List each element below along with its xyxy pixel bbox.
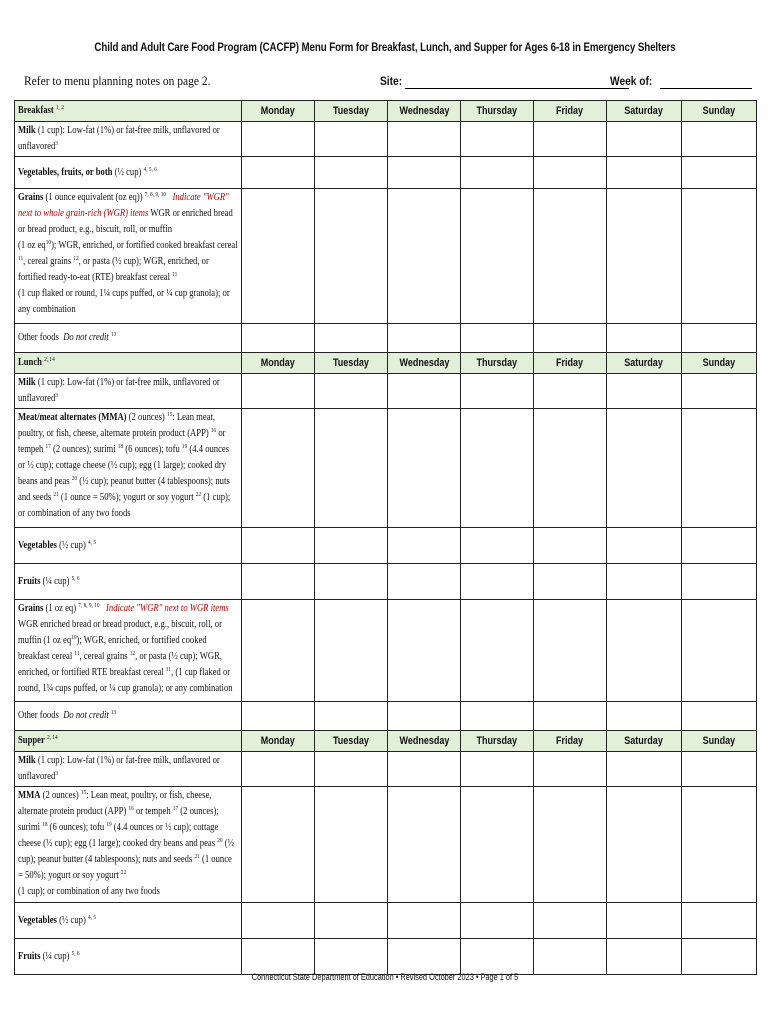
menu-entry-cell[interactable] bbox=[461, 189, 534, 324]
label-text: Milk bbox=[18, 377, 36, 388]
day-header bbox=[388, 101, 461, 122]
label-text: or tempeh bbox=[133, 806, 171, 817]
lunch-veg-row bbox=[15, 528, 757, 564]
menu-entry-cell[interactable] bbox=[534, 528, 607, 564]
label-text: Sunday bbox=[702, 735, 736, 747]
label-text: (1 cup flaked or round, 1¼ cups puffed, or ¼ cup granola); or any combination bbox=[18, 288, 230, 315]
menu-entry-cell[interactable] bbox=[315, 528, 388, 564]
menu-entry-cell[interactable] bbox=[388, 752, 461, 787]
menu-entry-cell[interactable] bbox=[388, 903, 461, 939]
footnote-ref: 11 bbox=[172, 271, 178, 278]
footnote-ref: 18 bbox=[42, 821, 48, 828]
menu-entry-cell[interactable] bbox=[607, 564, 682, 600]
footnote-ref: 5, 6 bbox=[71, 574, 80, 582]
supper-header-row bbox=[15, 731, 757, 752]
footnote-ref: 2, 14 bbox=[44, 356, 55, 363]
label-text: (1 ounce = 50%); yogurt or soy yogurt bbox=[18, 854, 232, 881]
menu-entry-cell[interactable] bbox=[315, 752, 388, 787]
label-text: , or pasta (½ cup); WGR, enriched, or fortified ready-to-eat (RTE) breakfast cereal bbox=[18, 256, 209, 283]
label-text: Grains bbox=[18, 603, 44, 614]
label-text: or tempeh bbox=[18, 428, 226, 455]
menu-entry-cell[interactable] bbox=[242, 903, 315, 939]
menu-entry-cell[interactable] bbox=[461, 939, 534, 975]
day-header bbox=[242, 353, 315, 374]
label-text: Tuesday bbox=[333, 735, 369, 747]
supper-fruit-row bbox=[15, 939, 757, 975]
component-label bbox=[15, 374, 242, 409]
menu-entry-cell[interactable] bbox=[534, 752, 607, 787]
menu-entry-cell[interactable] bbox=[242, 787, 315, 903]
footnote-ref: 13 bbox=[110, 331, 117, 338]
day-header bbox=[315, 353, 388, 374]
label-text: Meat/meat alternates (MMA) bbox=[18, 412, 127, 423]
menu-entry-cell[interactable] bbox=[682, 787, 757, 903]
label-text: Sunday bbox=[702, 105, 736, 117]
lunch-fruit-row bbox=[15, 564, 757, 600]
label-text: Other foods bbox=[18, 332, 59, 343]
menu-entry-cell[interactable] bbox=[682, 752, 757, 787]
menu-entry-cell[interactable] bbox=[315, 409, 388, 528]
label-text: Vegetables, fruits, or both bbox=[18, 166, 113, 178]
label-text: (1 cup); or combination of any two foods bbox=[18, 492, 231, 519]
menu-entry-cell[interactable] bbox=[388, 600, 461, 702]
menu-entry-cell[interactable] bbox=[607, 702, 682, 731]
label-text: Tuesday bbox=[333, 357, 369, 369]
footnote-ref: 15 bbox=[80, 789, 87, 796]
menu-entry-cell[interactable] bbox=[534, 409, 607, 528]
label-text: Tuesday bbox=[333, 105, 369, 117]
menu-entry-cell[interactable] bbox=[315, 903, 388, 939]
menu-entry-cell[interactable] bbox=[461, 752, 534, 787]
menu-entry-cell[interactable] bbox=[534, 702, 607, 731]
label-text: (4.4 ounces or ½ cup); cottage cheese (½ cup); egg (1 large); cooked dry beans and peas bbox=[18, 822, 219, 849]
label-text: (6 ounces); tofu bbox=[123, 444, 180, 455]
menu-entry-cell[interactable] bbox=[388, 374, 461, 409]
day-header bbox=[388, 353, 461, 374]
component-label bbox=[15, 324, 242, 353]
component-label bbox=[15, 189, 242, 324]
label-text: Friday bbox=[556, 735, 584, 747]
menu-entry-cell[interactable] bbox=[607, 409, 682, 528]
label-text: Wednesday bbox=[399, 735, 449, 747]
label-text: ); WGR, enriched, or fortified cooked breakfast cereal bbox=[51, 240, 238, 251]
menu-entry-cell[interactable] bbox=[315, 702, 388, 731]
label-text: (¼ cup) bbox=[40, 950, 70, 962]
footnote-ref: 11 bbox=[18, 255, 24, 262]
menu-entry-cell[interactable] bbox=[534, 600, 607, 702]
menu-entry-cell[interactable] bbox=[534, 122, 607, 157]
breakfast-header bbox=[15, 101, 242, 122]
lunch-header-row bbox=[15, 353, 757, 374]
menu-entry-cell[interactable] bbox=[682, 564, 757, 600]
menu-entry-cell[interactable] bbox=[242, 122, 315, 157]
menu-entry-cell[interactable] bbox=[534, 324, 607, 353]
menu-entry-cell[interactable] bbox=[607, 374, 682, 409]
label-text: Grains bbox=[18, 192, 44, 203]
label-text: (½ cup); peanut butter (4 tablespoons); nuts and seeds bbox=[18, 476, 230, 503]
menu-entry-cell[interactable] bbox=[315, 374, 388, 409]
footnote-ref: 21 bbox=[53, 491, 59, 498]
label-text: Thursday bbox=[476, 105, 518, 117]
menu-entry-cell[interactable] bbox=[682, 600, 757, 702]
label-text: , (1 cup flaked or round, 1¼ cups puffed, or ¼ cup granola); or any combination bbox=[18, 667, 233, 694]
lunch-mma-row bbox=[15, 409, 757, 528]
label-text: , or pasta (½ cup); WGR, enriched, or fortified RTE breakfast cereal bbox=[18, 651, 222, 678]
day-header bbox=[461, 101, 534, 122]
label-text: : Lean meat, poultry, or fish, cheese, alternate protein product (APP) bbox=[18, 790, 212, 817]
label-text: : Lean meat, poultry, or fish, cheese, alternate protein product (APP) bbox=[18, 412, 216, 439]
menu-entry-cell[interactable] bbox=[388, 939, 461, 975]
label-text: (4.4 ounces or ½ cup); cottage cheese (½ cup); egg (1 large); cooked dry beans and peas bbox=[18, 444, 230, 487]
menu-entry-cell[interactable] bbox=[315, 787, 388, 903]
footnote-ref: 20 bbox=[217, 837, 223, 844]
component-label bbox=[15, 600, 242, 702]
menu-entry-cell[interactable] bbox=[388, 787, 461, 903]
meal-label: Supper bbox=[18, 735, 45, 746]
document-title: Child and Adult Care Food Program (CACFP) Menu Form for Breakfast, Lunch, and Supper for Ages 6-18 in Emergency Shelters bbox=[94, 41, 676, 54]
footnote-ref: 11 bbox=[74, 650, 80, 657]
menu-entry-cell[interactable] bbox=[682, 528, 757, 564]
menu-entry-cell[interactable] bbox=[534, 903, 607, 939]
footnote-ref: 10 bbox=[71, 634, 77, 641]
menu-entry-cell[interactable] bbox=[315, 122, 388, 157]
menu-entry-cell[interactable] bbox=[534, 787, 607, 903]
footnote-ref: 3 bbox=[55, 770, 58, 777]
day-header bbox=[607, 731, 682, 752]
label-text: Wednesday bbox=[399, 105, 449, 117]
label-text: Sunday bbox=[702, 357, 736, 369]
label-text: Friday bbox=[556, 105, 584, 117]
menu-entry-cell[interactable] bbox=[242, 189, 315, 324]
menu-entry-cell[interactable] bbox=[388, 157, 461, 189]
day-header bbox=[461, 353, 534, 374]
menu-entry-cell[interactable] bbox=[461, 122, 534, 157]
menu-entry-cell[interactable] bbox=[682, 903, 757, 939]
footnote-ref: 13 bbox=[110, 709, 117, 716]
component-label bbox=[15, 528, 242, 564]
wgr-instruction: Indicate "WGR" next to WGR items bbox=[106, 603, 229, 614]
menu-entry-cell[interactable] bbox=[461, 702, 534, 731]
menu-table bbox=[14, 100, 757, 975]
footnote-ref: 21 bbox=[194, 853, 200, 860]
footnote-ref: 17 bbox=[172, 805, 179, 812]
footnote-ref: 4, 5 bbox=[87, 538, 96, 546]
label-text: Wednesday bbox=[399, 357, 449, 369]
menu-entry-cell[interactable] bbox=[682, 374, 757, 409]
footnote-ref: 18 bbox=[117, 443, 124, 450]
component-label bbox=[15, 157, 242, 189]
label-text: (½ cup) bbox=[56, 539, 86, 551]
site-field[interactable] bbox=[405, 88, 629, 89]
component-label bbox=[15, 903, 242, 939]
footnote-ref: 4, 5 bbox=[87, 913, 96, 921]
label-text: MMA bbox=[18, 790, 41, 801]
label-text: Friday bbox=[556, 357, 584, 369]
component-label bbox=[15, 564, 242, 600]
footnote-ref: 15 bbox=[166, 411, 173, 418]
supper-milk-row bbox=[15, 752, 757, 787]
menu-entry-cell[interactable] bbox=[534, 374, 607, 409]
supper-veg-row bbox=[15, 903, 757, 939]
label-text: Vegetables bbox=[18, 539, 57, 551]
footnote-ref: 4, 5, 6 bbox=[143, 165, 157, 173]
menu-entry-cell[interactable] bbox=[242, 409, 315, 528]
day-header bbox=[682, 353, 757, 374]
breakfast-grains-row bbox=[15, 189, 757, 324]
menu-entry-cell[interactable] bbox=[315, 600, 388, 702]
lunch-grains-row bbox=[15, 600, 757, 702]
menu-entry-cell[interactable] bbox=[607, 787, 682, 903]
menu-entry-cell[interactable] bbox=[461, 528, 534, 564]
menu-entry-cell[interactable] bbox=[534, 939, 607, 975]
menu-entry-cell[interactable] bbox=[315, 939, 388, 975]
label-text: (2 ounces) bbox=[40, 790, 79, 801]
breakfast-milk-row bbox=[15, 122, 757, 157]
menu-entry-cell[interactable] bbox=[461, 374, 534, 409]
menu-entry-cell[interactable] bbox=[682, 189, 757, 324]
menu-entry-cell[interactable] bbox=[388, 528, 461, 564]
menu-entry-cell[interactable] bbox=[242, 157, 315, 189]
label-text: Milk bbox=[18, 755, 36, 766]
label-text: (¼ cup) bbox=[40, 575, 70, 587]
menu-entry-cell[interactable] bbox=[682, 157, 757, 189]
menu-entry-cell[interactable] bbox=[242, 324, 315, 353]
menu-entry-cell[interactable] bbox=[388, 189, 461, 324]
label-text: , cereal grains bbox=[79, 651, 128, 662]
menu-entry-cell[interactable] bbox=[388, 324, 461, 353]
footnote-ref: 12 bbox=[129, 650, 136, 657]
menu-entry-cell[interactable] bbox=[461, 903, 534, 939]
label-text: , cereal grains bbox=[23, 256, 72, 267]
menu-entry-cell[interactable] bbox=[682, 409, 757, 528]
footnote-ref: 10 bbox=[45, 239, 52, 246]
menu-entry-cell[interactable] bbox=[607, 189, 682, 324]
footnote-ref: 11 bbox=[165, 666, 172, 673]
week-of-label: Week of: bbox=[610, 74, 653, 88]
label-text: (1 cup): Low-fat (1%) or fat-free milk, unflavored or unflavored bbox=[18, 377, 220, 404]
lunch-milk-row bbox=[15, 374, 757, 409]
component-label bbox=[15, 122, 242, 157]
menu-entry-cell[interactable] bbox=[388, 702, 461, 731]
lunch-other-row bbox=[15, 702, 757, 731]
menu-entry-cell[interactable] bbox=[682, 324, 757, 353]
day-header bbox=[534, 353, 607, 374]
day-header bbox=[315, 101, 388, 122]
label-text: Monday bbox=[260, 357, 296, 369]
footnote-ref: 12 bbox=[73, 255, 79, 262]
footnote-ref: 3 bbox=[55, 392, 58, 399]
breakfast-header-row bbox=[15, 101, 757, 122]
menu-entry-cell[interactable] bbox=[534, 157, 607, 189]
label-text: (1 cup); or combination of any two foods bbox=[18, 886, 160, 897]
label-text: Saturday bbox=[624, 735, 664, 747]
label-text: WGR or enriched bread or bread product, e.g., biscuit, roll, or muffin bbox=[18, 208, 233, 235]
menu-entry-cell[interactable] bbox=[607, 324, 682, 353]
reference-line bbox=[24, 72, 752, 94]
footnote-ref: 7, 8, 9, 10 bbox=[144, 191, 167, 198]
label-text: Vegetables bbox=[18, 914, 57, 926]
day-header bbox=[242, 731, 315, 752]
label-text: Fruits bbox=[18, 950, 41, 962]
menu-entry-cell[interactable] bbox=[607, 122, 682, 157]
label-text: Fruits bbox=[18, 575, 41, 587]
menu-entry-cell[interactable] bbox=[461, 324, 534, 353]
day-header bbox=[607, 101, 682, 122]
footnote-ref: 2, 14 bbox=[46, 734, 58, 741]
menu-entry-cell[interactable] bbox=[682, 122, 757, 157]
menu-entry-cell[interactable] bbox=[315, 324, 388, 353]
menu-entry-cell[interactable] bbox=[242, 939, 315, 975]
menu-entry-cell[interactable] bbox=[315, 564, 388, 600]
menu-entry-cell[interactable] bbox=[461, 409, 534, 528]
menu-entry-cell[interactable] bbox=[607, 157, 682, 189]
label-text: Other foods bbox=[18, 710, 59, 721]
label-text: (½ cup) bbox=[56, 914, 86, 926]
menu-entry-cell[interactable] bbox=[607, 752, 682, 787]
menu-entry-cell[interactable] bbox=[315, 157, 388, 189]
menu-entry-cell[interactable] bbox=[388, 409, 461, 528]
label-text: (1 oz eq) bbox=[43, 603, 77, 614]
label-text: Thursday bbox=[476, 735, 518, 747]
footnote-ref: 7, 8, 9, 10 bbox=[78, 602, 100, 609]
day-header bbox=[682, 731, 757, 752]
menu-entry-cell[interactable] bbox=[388, 564, 461, 600]
label-text: (½ cup); peanut butter (4 tablespoons); nuts and seeds bbox=[18, 838, 235, 865]
label-text: (1 cup): Low-fat (1%) or fat-free milk, unflavored or unflavored bbox=[18, 755, 220, 782]
footnote-ref: 1, 2 bbox=[55, 104, 64, 111]
menu-entry-cell[interactable] bbox=[461, 157, 534, 189]
menu-entry-cell[interactable] bbox=[242, 702, 315, 731]
label-text: (2 ounces); surimi bbox=[50, 444, 116, 455]
component-label bbox=[15, 409, 242, 528]
page-footer: Connecticut State Department of Education • Revised October 2023 • Page 1 of 5 bbox=[251, 972, 519, 982]
lunch-header bbox=[15, 353, 242, 374]
supper-header bbox=[15, 731, 242, 752]
menu-entry-cell[interactable] bbox=[461, 564, 534, 600]
component-label bbox=[15, 787, 242, 903]
label-text: (2 ounces) bbox=[126, 412, 165, 423]
label-text: (1 ounce = 50%); yogurt or soy yogurt bbox=[58, 492, 194, 503]
label-text: Do not credit bbox=[63, 332, 109, 343]
supper-mma-row bbox=[15, 787, 757, 903]
label-text: (1 cup): Low-fat (1%) or fat-free milk, unflavored or unflavored bbox=[18, 125, 220, 152]
label-text: Milk bbox=[18, 125, 36, 136]
label-text: (2 ounces); surimi bbox=[18, 806, 219, 833]
week-of-field[interactable] bbox=[660, 88, 752, 89]
label-text: (6 ounces); tofu bbox=[47, 822, 105, 833]
day-header bbox=[534, 101, 607, 122]
menu-entry-cell[interactable] bbox=[461, 600, 534, 702]
label-text: Do not credit bbox=[63, 710, 109, 721]
menu-entry-cell[interactable] bbox=[242, 564, 315, 600]
menu-entry-cell[interactable] bbox=[388, 122, 461, 157]
label-text: Thursday bbox=[476, 357, 518, 369]
wgr-instruction: Indicate "WGR" next to whole grain-rich (WGR) items bbox=[18, 192, 229, 219]
day-header bbox=[315, 731, 388, 752]
menu-entry-cell[interactable] bbox=[607, 939, 682, 975]
breakfast-veg-fruit-row bbox=[15, 157, 757, 189]
day-header bbox=[682, 101, 757, 122]
menu-entry-cell[interactable] bbox=[534, 189, 607, 324]
footnote-ref: 16 bbox=[128, 805, 134, 812]
menu-entry-cell[interactable] bbox=[242, 374, 315, 409]
day-header bbox=[388, 731, 461, 752]
label-text: Monday bbox=[260, 105, 296, 117]
footnote-ref: 17 bbox=[45, 443, 51, 450]
day-header bbox=[607, 353, 682, 374]
menu-entry-cell[interactable] bbox=[682, 939, 757, 975]
footnote-ref: 20 bbox=[71, 475, 78, 482]
menu-entry-cell[interactable] bbox=[461, 787, 534, 903]
footnote-ref: 19 bbox=[181, 443, 188, 450]
menu-entry-cell[interactable] bbox=[682, 702, 757, 731]
label-text: (1 ounce equivalent (oz eq)) bbox=[43, 192, 143, 203]
footnote-ref: 5, 6 bbox=[71, 949, 80, 957]
footnote-ref: 22 bbox=[120, 869, 127, 876]
meal-label: Breakfast bbox=[18, 105, 54, 116]
footnote-ref: 3 bbox=[55, 140, 58, 147]
label-text: Saturday bbox=[624, 105, 664, 117]
menu-entry-cell[interactable] bbox=[242, 600, 315, 702]
site-label: Site: bbox=[380, 74, 403, 88]
day-header bbox=[461, 731, 534, 752]
day-header bbox=[242, 101, 315, 122]
component-label bbox=[15, 752, 242, 787]
label-text: (1 oz eq bbox=[18, 240, 46, 251]
footnote-ref: 22 bbox=[195, 491, 202, 498]
component-label bbox=[15, 939, 242, 975]
menu-entry-cell[interactable] bbox=[242, 752, 315, 787]
label-text: WGR enriched bread or bread product, e.g., biscuit, roll, or muffin (1 oz eq bbox=[18, 619, 222, 646]
menu-notes-reference: Refer to menu planning notes on page 2. bbox=[24, 74, 211, 88]
day-header bbox=[534, 731, 607, 752]
label-text: (½ cup) bbox=[112, 166, 142, 178]
menu-entry-cell[interactable] bbox=[607, 903, 682, 939]
label-text: Saturday bbox=[624, 357, 664, 369]
breakfast-other-row bbox=[15, 324, 757, 353]
menu-entry-cell[interactable] bbox=[242, 528, 315, 564]
label-text: Monday bbox=[260, 735, 296, 747]
menu-entry-cell[interactable] bbox=[607, 528, 682, 564]
menu-entry-cell[interactable] bbox=[534, 564, 607, 600]
label-text: ); WGR, enriched, or fortified cooked breakfast cereal bbox=[18, 635, 207, 662]
component-label bbox=[15, 702, 242, 731]
meal-label: Lunch bbox=[18, 357, 42, 368]
menu-entry-cell[interactable] bbox=[607, 600, 682, 702]
footnote-ref: 16 bbox=[210, 427, 217, 434]
menu-entry-cell[interactable] bbox=[315, 189, 388, 324]
footnote-ref: 19 bbox=[106, 821, 112, 828]
